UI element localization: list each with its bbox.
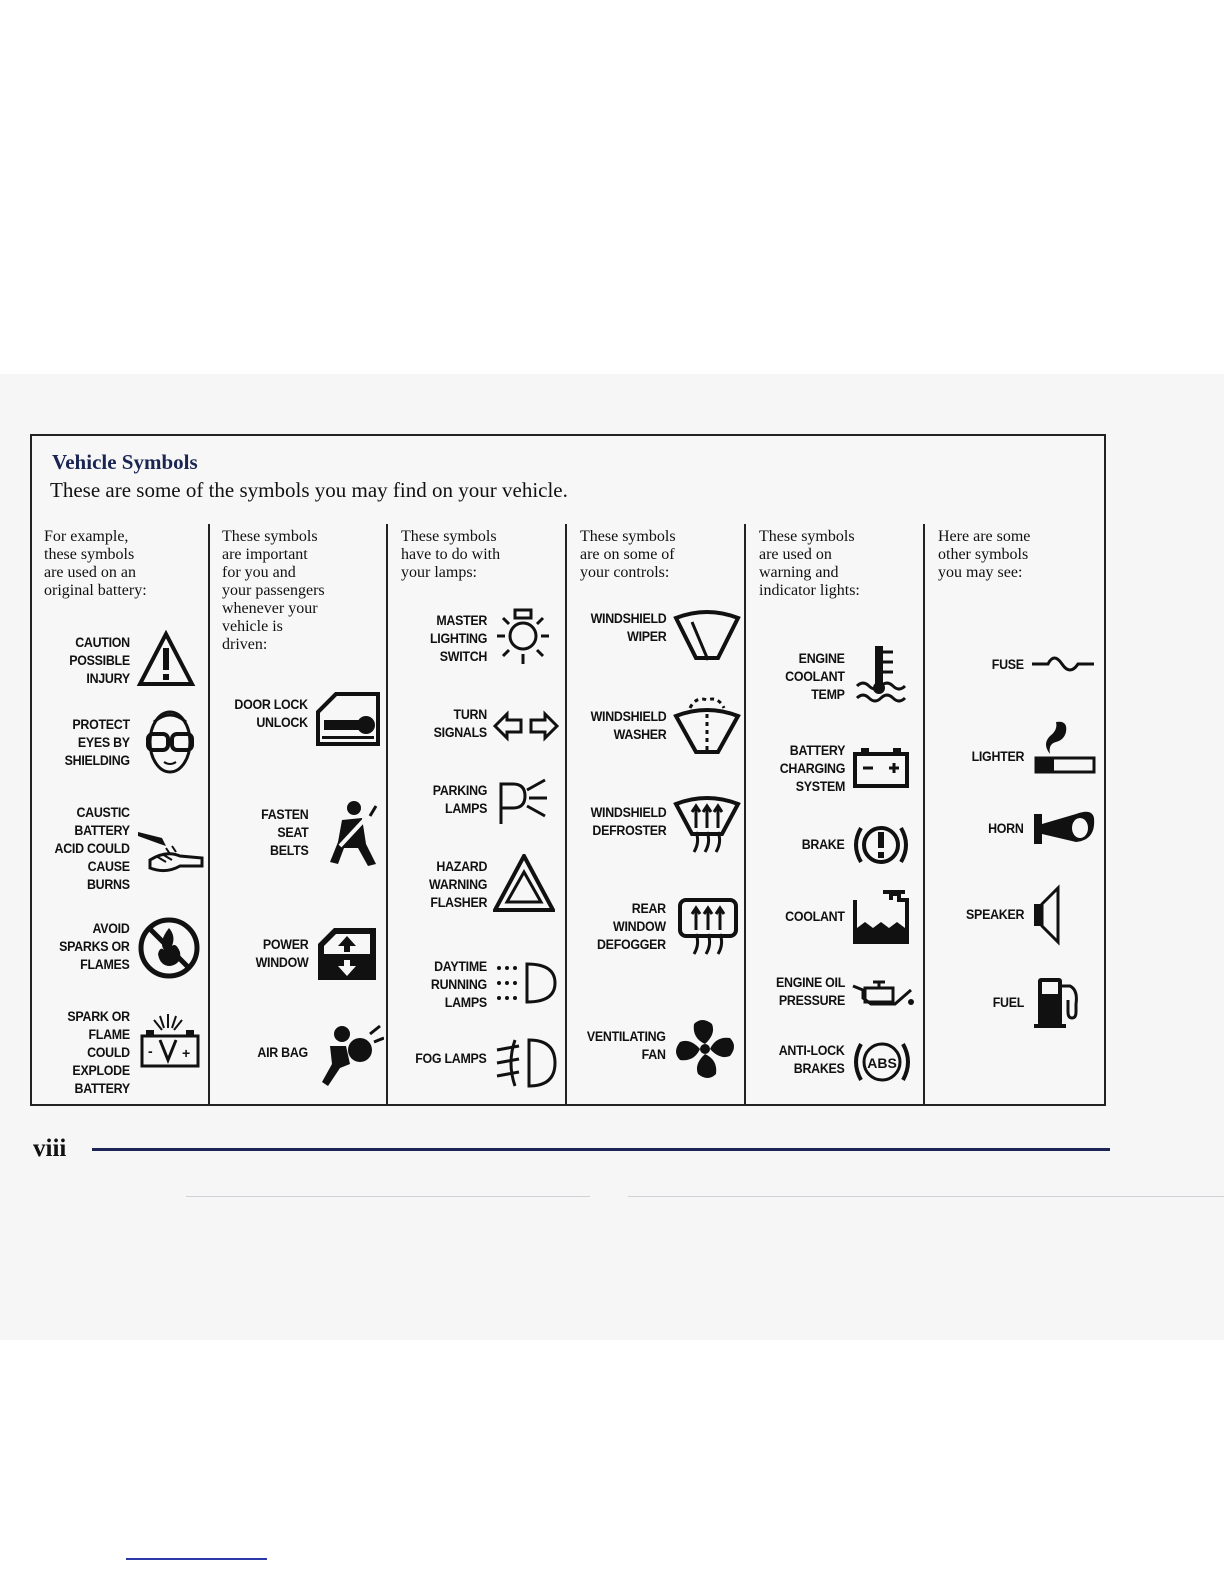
- symbol-label: DOOR LOCK UNLOCK: [234, 697, 308, 730]
- fog-lamps-icon: [493, 1036, 563, 1090]
- svg-text:-: -: [148, 1043, 153, 1059]
- horn-icon: [1030, 804, 1100, 854]
- symbol-speaker: [926, 884, 1104, 946]
- symbol-label: FASTEN SEAT BELTS: [260, 807, 308, 858]
- defroster-icon: [672, 794, 742, 854]
- panel-subtitle: These are some of the symbols you may find on your vehicle.: [50, 478, 568, 502]
- symbol-label: BRAKE: [802, 837, 845, 852]
- coolant-temp-icon: [851, 644, 921, 710]
- column-passengers: [210, 524, 388, 1106]
- caution-triangle-icon: [136, 630, 206, 688]
- column-intro: These symbols have to do with your lamps:: [401, 528, 501, 581]
- symbol-seat-belts: [210, 800, 388, 872]
- no-flame-icon: [136, 916, 206, 980]
- svg-text:+: +: [182, 1045, 191, 1061]
- page-number: viii: [33, 1135, 67, 1162]
- faint-rule-right: [628, 1196, 1224, 1197]
- symbol-label: TURN SIGNALS: [433, 707, 487, 740]
- door-lock-icon: [314, 690, 384, 748]
- symbol-label: COOLANT: [785, 909, 845, 924]
- symbol-label: ANTI-LOCK BRAKES: [779, 1043, 845, 1076]
- column-intro: For example, these symbols are used on an original battery:: [44, 528, 147, 599]
- symbol-fuse: [926, 650, 1104, 682]
- speaker-icon: [1030, 884, 1100, 946]
- daytime-running-lamps-icon: [493, 958, 563, 1008]
- panel-title: Vehicle Symbols: [52, 450, 198, 474]
- symbol-air-bag: [210, 1024, 388, 1090]
- symbol-label: MASTER LIGHTING SWITCH: [429, 613, 487, 664]
- air-bag-icon: [320, 1024, 390, 1088]
- column-intro: These symbols are on some of your controls:: [580, 528, 676, 581]
- acid-hand-icon: [136, 826, 206, 876]
- symbol-protect-eyes: [32, 708, 210, 786]
- power-window-icon: [314, 924, 384, 984]
- symbol-fog-lamps: [389, 1036, 567, 1090]
- symbol-coolant-temp: [747, 644, 925, 714]
- symbol-label: SPEAKER: [965, 907, 1024, 922]
- symbol-horn: [926, 804, 1104, 856]
- coolant-tank-icon: [851, 888, 921, 946]
- rear-defogger-icon: [672, 896, 742, 956]
- symbol-label: WINDSHIELD WASHER: [590, 709, 666, 742]
- symbol-avoid-sparks: [32, 916, 210, 986]
- symbol-daytime-running: [389, 954, 567, 1014]
- symbol-turn-signals: [389, 704, 567, 748]
- symbol-label: LIGHTER: [971, 749, 1024, 764]
- symbol-parking-lamps: [389, 778, 567, 828]
- wiper-icon: [672, 608, 742, 666]
- symbol-anti-lock-brakes: [747, 1038, 925, 1088]
- symbol-rear-defogger: [568, 896, 746, 960]
- symbol-label: FUSE: [991, 657, 1024, 672]
- symbol-caution: [32, 630, 210, 692]
- washer-icon: [672, 694, 742, 756]
- exploding-battery-icon: [136, 1012, 206, 1070]
- symbol-fan: [568, 1016, 746, 1082]
- symbol-master-lighting: [389, 608, 567, 674]
- column-intro: These symbols are important for you and your passengers whenever your vehicle is driven:: [222, 528, 325, 653]
- symbol-washer: [568, 694, 746, 760]
- symbol-label: PROTECT EYES BY SHIELDING: [64, 717, 130, 768]
- parking-lamps-icon: [493, 778, 563, 828]
- symbol-hazard: [389, 854, 567, 918]
- symbol-label: BATTERY CHARGING SYSTEM: [779, 743, 845, 794]
- symbol-label: VENTILATING FAN: [587, 1029, 666, 1062]
- symbol-battery-charging: [747, 736, 925, 802]
- column-intro: Here are some other symbols you may see:: [938, 528, 1031, 581]
- symbol-caustic-acid: [32, 804, 210, 896]
- symbol-lighter: [926, 720, 1104, 782]
- symbol-fuel: [926, 974, 1104, 1036]
- column-intro: These symbols are used on warning and indicator lights:: [759, 528, 860, 599]
- symbol-wiper: [568, 608, 746, 674]
- brake-icon: [851, 820, 921, 870]
- symbol-label: WINDSHIELD WIPER: [590, 611, 666, 644]
- vehicle-symbols-panel: [30, 434, 1106, 1106]
- symbol-label: POWER WINDOW: [255, 937, 308, 970]
- symbol-label: FOG LAMPS: [415, 1051, 487, 1066]
- symbol-label: CAUSTIC BATTERY ACID COULD CAUSE BURNS: [54, 805, 130, 892]
- abs-icon: [851, 1038, 921, 1086]
- abs-text: ABS: [867, 1055, 897, 1071]
- turn-signals-icon: [493, 708, 563, 744]
- symbol-coolant: [747, 888, 925, 950]
- symbol-spark-explode: [32, 1008, 210, 1102]
- fuel-pump-icon: [1030, 974, 1100, 1030]
- faint-rule-left: [186, 1196, 590, 1197]
- symbol-label: SPARK OR FLAME COULD EXPLODE BATTERY: [67, 1009, 130, 1096]
- symbol-label: ENGINE COOLANT TEMP: [785, 651, 845, 702]
- symbol-defroster: [568, 794, 746, 858]
- symbol-label: REAR WINDOW DEFOGGER: [597, 901, 666, 952]
- hazard-triangle-icon: [493, 854, 563, 912]
- bottom-link-underline: [126, 1558, 267, 1560]
- symbol-label: AIR BAG: [257, 1045, 308, 1060]
- symbol-door-lock: [210, 690, 388, 752]
- symbol-label: AVOID SPARKS OR FLAMES: [59, 921, 130, 972]
- symbol-label: FUEL: [992, 995, 1024, 1010]
- master-lighting-icon: [493, 608, 563, 672]
- column-lamps: [389, 524, 567, 1106]
- column-controls: [568, 524, 746, 1106]
- fan-icon: [672, 1016, 742, 1082]
- seat-belt-icon: [326, 800, 396, 872]
- column-battery: [32, 524, 210, 1106]
- column-other: [926, 524, 1106, 1106]
- symbol-label: CAUTION POSSIBLE INJURY: [69, 635, 130, 686]
- goggles-face-icon: [144, 708, 214, 782]
- symbol-label: PARKING LAMPS: [432, 783, 487, 816]
- oil-can-icon: [851, 976, 921, 1016]
- symbol-oil-pressure: [747, 972, 925, 1020]
- battery-icon: [851, 746, 921, 790]
- column-warning-lights: [747, 524, 925, 1106]
- symbol-label: ENGINE OIL PRESSURE: [775, 975, 845, 1008]
- symbol-label: HAZARD WARNING FLASHER: [428, 859, 487, 910]
- symbol-label: HORN: [988, 821, 1024, 836]
- footer-rule: [92, 1148, 1110, 1151]
- symbol-power-window: [210, 924, 388, 986]
- symbol-brake: [747, 820, 925, 872]
- symbol-label: WINDSHIELD DEFROSTER: [590, 805, 666, 838]
- lighter-icon: [1030, 720, 1100, 778]
- fuse-icon: [1030, 650, 1100, 680]
- symbol-label: DAYTIME RUNNING LAMPS: [430, 959, 487, 1010]
